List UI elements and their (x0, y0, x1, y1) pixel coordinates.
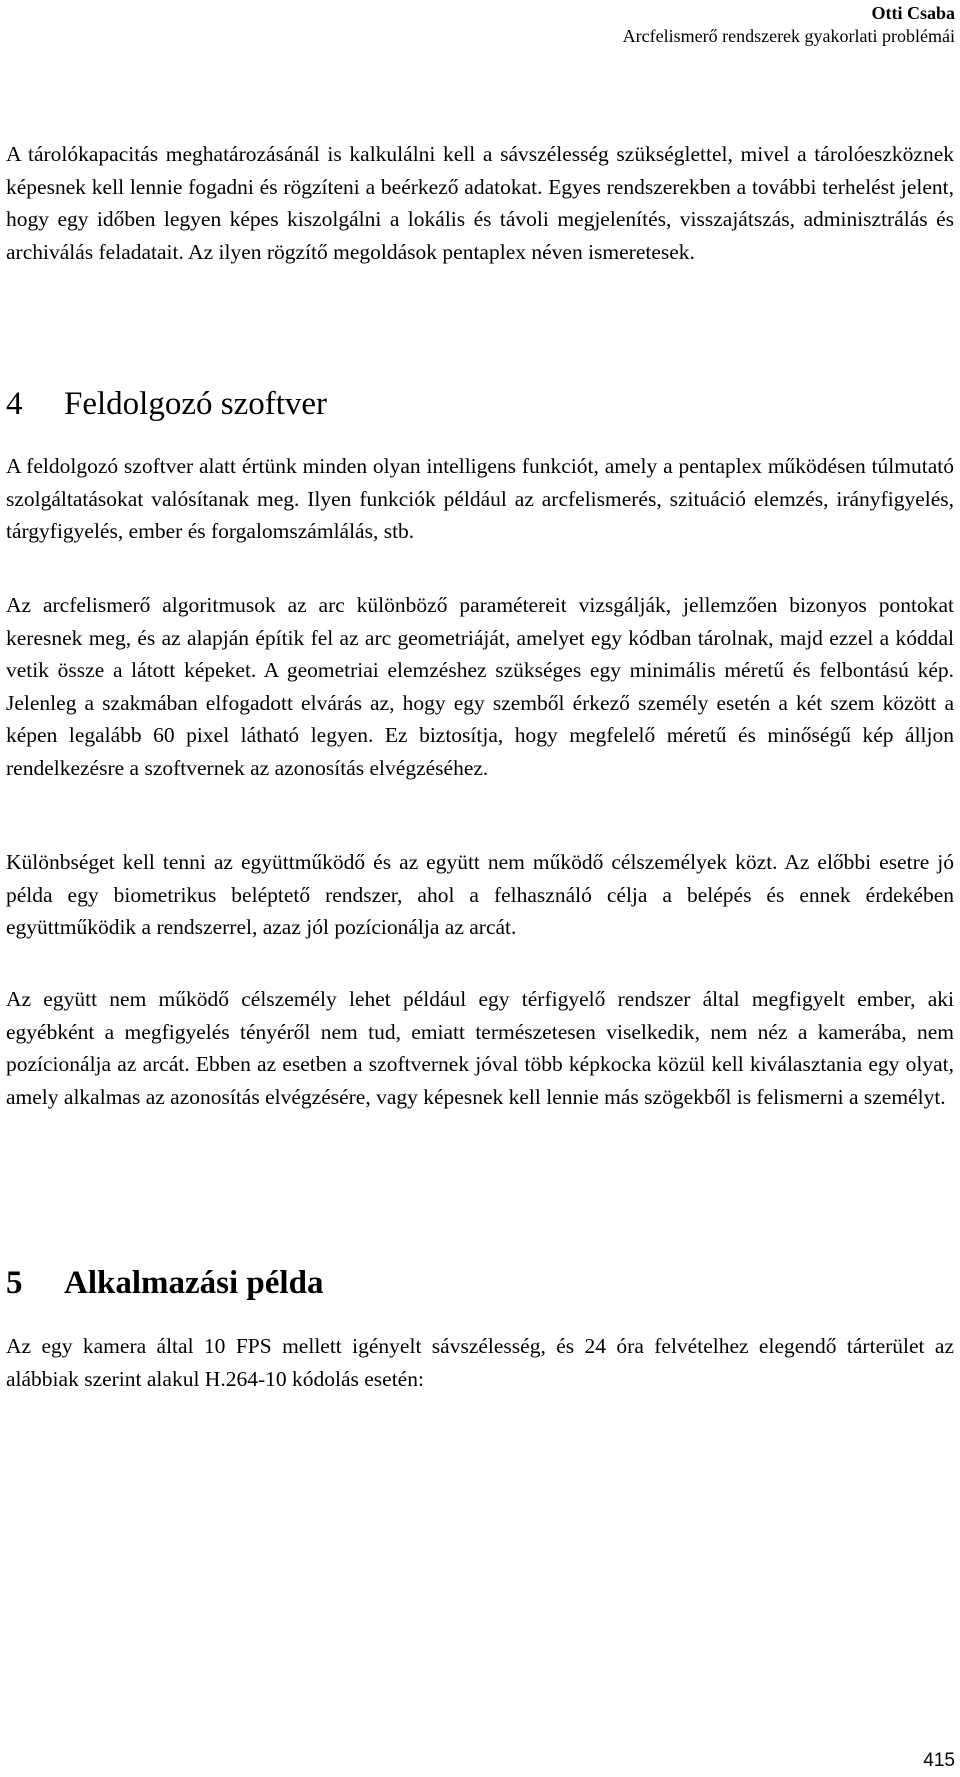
section-number: 4 (6, 386, 23, 422)
section-number: 5 (6, 1265, 23, 1301)
paragraph-storage-capacity: A tárolókapacitás meghatározásánál is kalkulálni kell a sávszélesség szükséglettel, mivel a tárolóeszköznek képesnek kell lennie fogadni és rögzíteni a beérkező adatokat. Egyes rendszerekben a további terhelést jelent, hogy egy időben legyen képes kiszolgálni a lokális és távoli megjelenítés, visszajátszás, adminisztrálás és archiválás feladatait. Az ilyen rögzítő megoldások pentaplex néven ismeretesek. (6, 142, 954, 264)
paragraph-cooperative-subjects: Különbséget kell tenni az együttműködő és az együtt nem működő célszemélyek közt. Az előbbi esetre jó példa egy biometrikus beléptető rendszer, ahol a felhasználó célja a belépés és ennek érdekében együttműködik a rendszerrel, azaz jól pozícionálja az arcát. (6, 850, 954, 940)
page-number: 415 (923, 1750, 955, 1771)
header-title: Arcfelismerő rendszerek gyakorlati problémái (622, 26, 955, 46)
paragraph-application-example: Az egy kamera által 10 FPS mellett igényelt sávszélesség, és 24 óra felvételhez elegendő tárterület az alábbiak szerint alakul H.264-10 kódolás esetén: (6, 1334, 954, 1391)
paragraph-processing-software: A feldolgozó szoftver alatt értünk minden olyan intelligens funkciót, amely a pentaplex működésen túlmutató szolgáltatásokat valósítanak meg. Ilyen funkciók például az arcfelismerés, szituáció elemzés, irányfigyelés, tárgyfigyelés, ember és forgalomszámlálás, stb. (6, 454, 954, 544)
section-title: Alkalmazási példa (64, 1265, 324, 1301)
paragraph-non-cooperative-subjects: Az együtt nem működő célszemély lehet például egy térfigyelő rendszer által megfigyelt ember, aki egyébként a megfigyelés tényéről nem tud, emiatt természetesen viselkedik, nem néz a kamerába, nem pozícionálja az arcát. Ebben az esetben a szoftvernek jóval több képkocka közül kell kiválasztania egy olyat, amely alkalmas az azonosítás elvégzésére, vagy képesnek kell lennie más szögekből is felismerni a személyt. (6, 987, 954, 1109)
section-heading-5 (6, 1263, 323, 1303)
section-title: Feldolgozó szoftver (64, 386, 328, 422)
section-heading-4 (6, 384, 327, 424)
running-header (623, 2, 955, 48)
header-author: Otti Csaba (871, 3, 955, 23)
paragraph-face-recognition-algorithms: Az arcfelismerő algoritmusok az arc különböző paramétereit vizsgálják, jellemzően bizonyos pontokat keresnek meg, és az alapján építik fel az arc geometriáját, amelyet egy kódban tárolnak, majd ezzel a kóddal vetik össze a látott képeket. A geometriai elemzéshez szükséges egy minimális méretű és felbontású kép. Jelenleg a szakmában elfogadott elvárás az, hogy egy szemből érkező személy esetén a két szem között a képen legalább 60 pixel látható legyen. Ez biztosítja, hogy megfelelő méretű és minőségű kép álljon rendelkezésre a szoftvernek az azonosítás elvégzéséhez. (6, 593, 954, 780)
